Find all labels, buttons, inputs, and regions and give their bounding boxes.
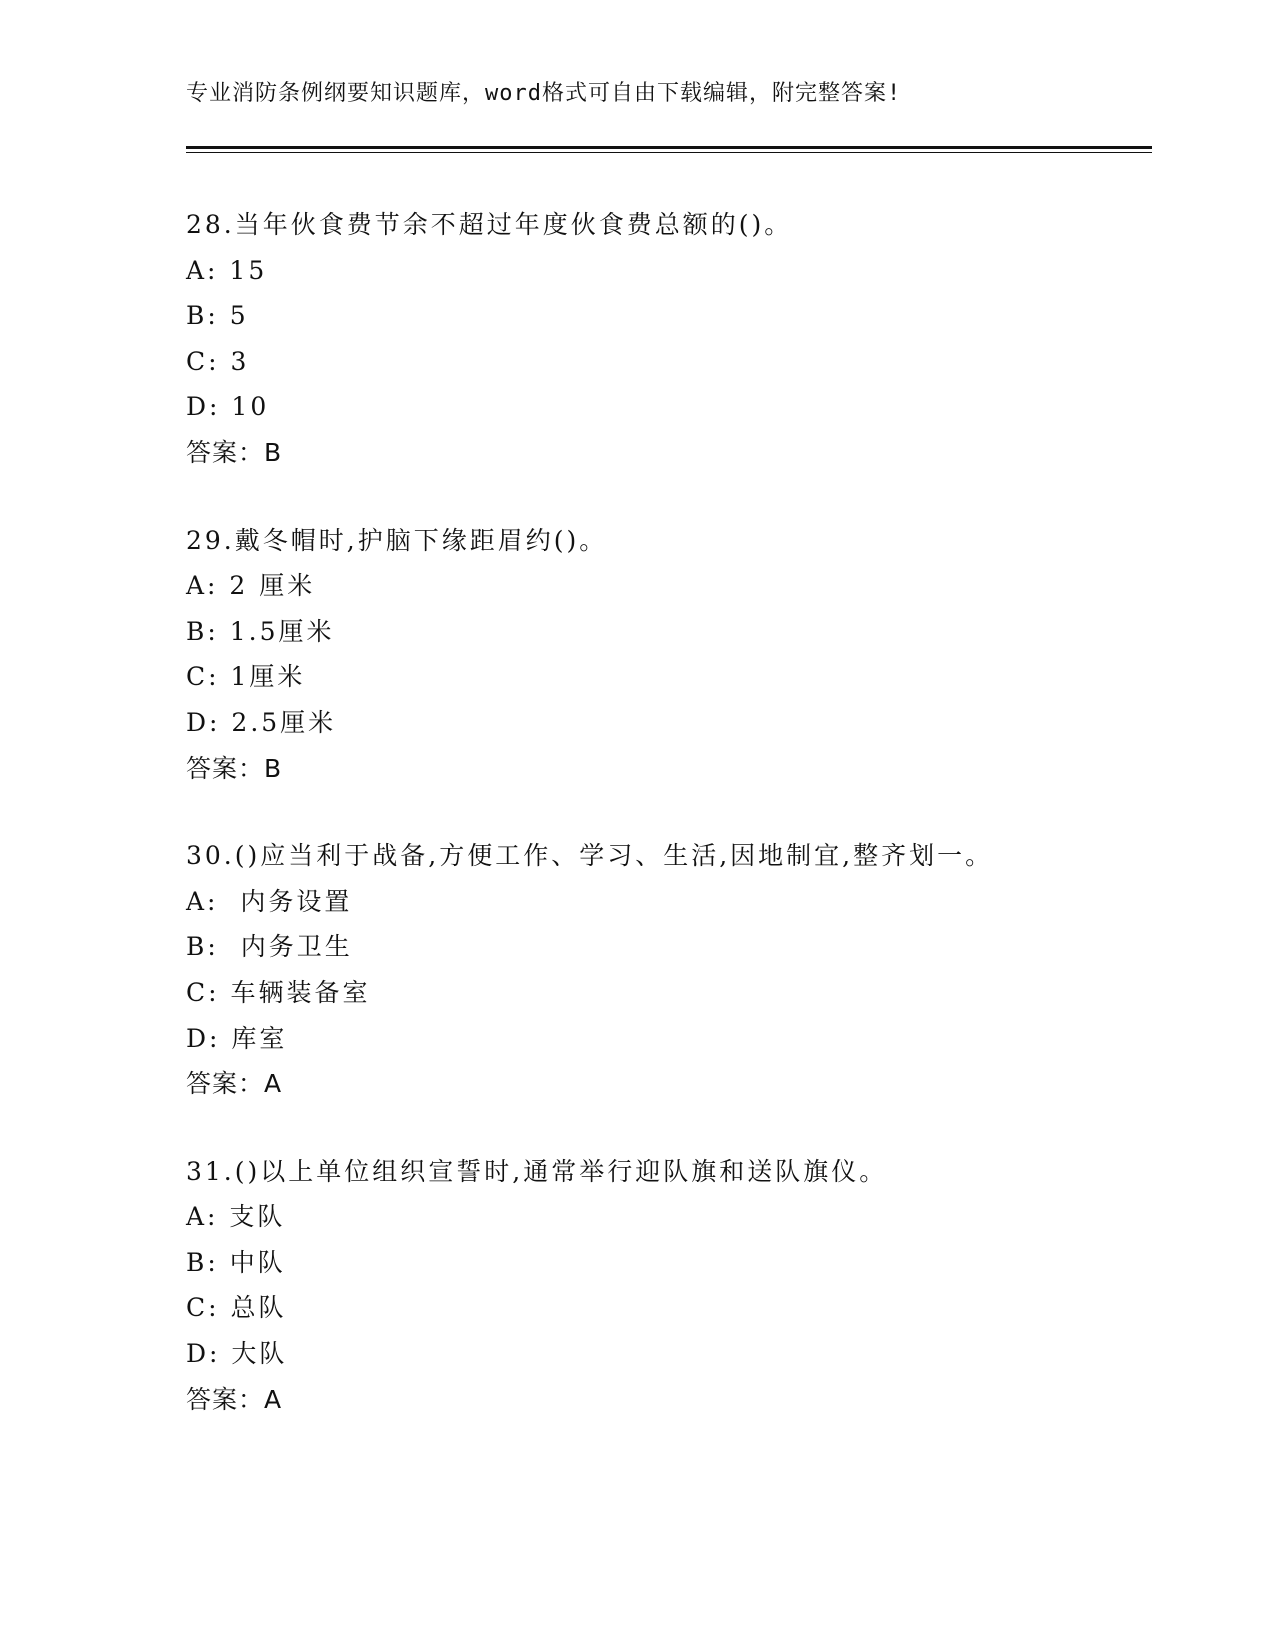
option-d: D: 10 xyxy=(186,392,270,422)
question-31 xyxy=(186,1149,1146,1423)
question-30 xyxy=(186,833,1146,1107)
answer: 答案：A xyxy=(186,1384,283,1414)
option-b: B: 中队 xyxy=(186,1247,286,1277)
question-stem: 30.()应当利于战备,方便工作、学习、生活,因地制宜,整齐划一。 xyxy=(186,841,994,871)
option-a: A: 支队 xyxy=(186,1202,286,1232)
option-a: A: 内务设置 xyxy=(186,886,353,916)
question-stem: 28.当年伙食费节余不超过年度伙食费总额的()。 xyxy=(186,210,793,239)
question-28 xyxy=(186,202,1146,476)
option-a: A: 15 xyxy=(186,255,268,285)
option-b: B: 1.5厘米 xyxy=(186,616,335,646)
option-b: B: 5 xyxy=(186,301,249,331)
page-header: 专业消防条例纲要知识题库，word格式可自由下载编辑，附完整答案! xyxy=(186,81,902,106)
option-d: D: 库室 xyxy=(186,1023,288,1053)
option-c: C: 3 xyxy=(186,346,250,376)
option-a: A: 2 厘米 xyxy=(186,571,316,601)
question-stem: 31.()以上单位组织宣誓时,通常举行迎队旗和送队旗仪。 xyxy=(186,1156,888,1186)
answer: 答案：A xyxy=(186,1069,283,1099)
option-c: C: 1厘米 xyxy=(186,662,306,692)
option-c: C: 车辆装备室 xyxy=(186,977,371,1007)
header-rule-thick xyxy=(186,146,1152,149)
question-29 xyxy=(186,518,1146,792)
answer: 答案：B xyxy=(186,437,283,467)
answer: 答案：B xyxy=(186,753,283,783)
option-c: C: 总队 xyxy=(186,1293,287,1323)
option-d: D: 2.5厘米 xyxy=(186,707,337,737)
option-b: B: 内务卫生 xyxy=(186,932,353,962)
question-list xyxy=(186,202,1146,1464)
question-stem: 29.戴冬帽时,护脑下缘距眉约()。 xyxy=(186,525,608,555)
header-rule-thin xyxy=(186,152,1152,153)
option-d: D: 大队 xyxy=(186,1339,288,1369)
